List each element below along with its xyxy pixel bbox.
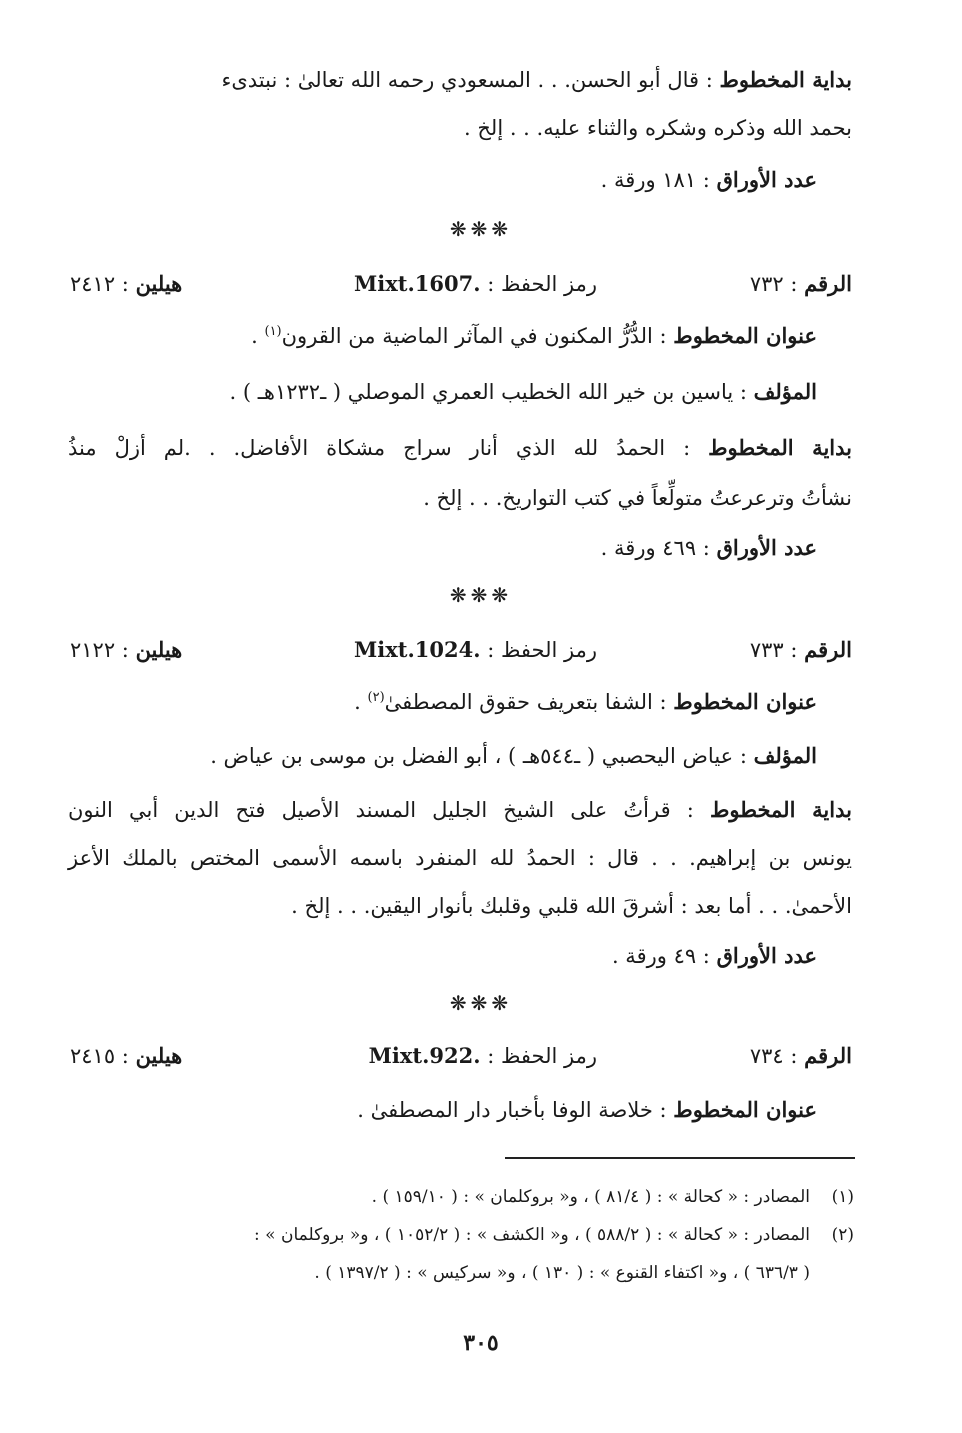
footnote-continuation	[68, 1256, 854, 1290]
separator: ❋❋❋	[449, 583, 513, 607]
entry-begin-line-1: بداية المخطوط : الحمدُ لله الذي أنار سراج مشكاة الأفاضل. . .لم أزلْ منذُ	[68, 435, 852, 460]
entry-header	[70, 1036, 852, 1076]
entry-title: عنوان المخطوط : الشفا بتعريف حقوق المصطفىٰ$^{(٢)}$ .	[354, 689, 817, 714]
footnote-text: المصادر : « كحالة » : ( ٥٨٨/٢ ) ، و« الكشف » : ( ١٠٥٢/٢ ) ، و« بروكلمان » :	[254, 1225, 810, 1245]
entry-begin-line-2: يونس بن إبراهيم. . . قال : الحمدُ لله المنفرد باسمه الأسمى المختص بالملك الأعز	[68, 846, 852, 870]
entry-header	[70, 630, 852, 670]
leaves-value: ١٨١ ورقة .	[600, 168, 697, 192]
leaves-label: عدد الأوراق	[716, 167, 817, 192]
entry-code: رمز الحفظ : Mixt.922.	[368, 1043, 597, 1068]
entry-heilin: هيلين : ٢٤١٢	[70, 271, 183, 296]
begin-text: قال أبو الحسن. . . المسعودي رحمه الله تعالىٰ : نبتدىء	[221, 68, 700, 92]
top-leaves: عدد الأوراق : ١٨١ ورقة .	[600, 167, 817, 192]
entry-author: المؤلف : عياض اليحصبي ( ـ٥٤٤هـ ) ، أبو الفضل بن موسى بن عياض .	[210, 743, 817, 768]
entry-begin-line-2: نشأتُ وترعرعتُ متولِّعاً في كتب التواريخ. . . إلخ .	[423, 486, 852, 510]
entry-title: عنوان المخطوط : خلاصة الوفا بأخبار دار المصطفىٰ .	[357, 1097, 817, 1122]
footnote-divider	[505, 1157, 855, 1159]
entry-heilin: هيلين : ٢١٢٢	[70, 637, 183, 662]
page-number: ٣٠٥	[463, 1330, 499, 1356]
entry-leaves: عدد الأوراق : ٤٦٩ ورقة .	[600, 535, 817, 560]
footnote	[68, 1180, 854, 1214]
entry-heilin: هيلين : ٢٤١٥	[70, 1043, 183, 1068]
begin-label: بداية المخطوط	[719, 67, 852, 92]
footnote-text: ( ٦٣٦/٣ ) ، و« اكتفاء القنوع » : ( ١٣٠ ) ، و« سركيس » : ( ١٣٩٧/٢ ) .	[314, 1263, 810, 1283]
footnote-text: المصادر : « كحالة » : ( ٨١/٤ ) ، و« بروكلمان » : ( ١٥٩/١٠ ) .	[371, 1187, 810, 1207]
entry-begin-line-3: الأحمىٰ. . . أما بعد : أشرقَ الله قلبي وقلبك بأنوار اليقين. . . إلخ .	[291, 894, 852, 918]
separator: ❋❋❋	[449, 991, 513, 1015]
entry-author: المؤلف : ياسين بن خير الله الخطيب العمري الموصلي ( ـ١٢٣٢هـ ) .	[229, 379, 817, 404]
footnote-ref: (١)	[264, 324, 282, 339]
separator: ❋❋❋	[449, 217, 513, 241]
footnote	[68, 1218, 854, 1252]
footnote-number: (٢)	[831, 1225, 854, 1245]
entry-number: الرقم : ٧٣٣	[749, 637, 852, 662]
entry-number: الرقم : ٧٣٢	[749, 271, 852, 296]
entry-leaves: عدد الأوراق : ٤٩ ورقة .	[611, 943, 817, 968]
footnote-ref: (٢)	[367, 690, 385, 705]
top-begin-line-1: بداية المخطوط : قال أبو الحسن. . . المسعودي رحمه الله تعالىٰ : نبتدىء	[221, 67, 852, 92]
entry-title: عنوان المخطوط : الدُّرُّ المكنون في المآثر الماضية من القرون$^{(١)}$ .	[251, 323, 817, 348]
entry-code: رمز الحفظ : Mixt.1024.	[354, 637, 597, 662]
footnote-number: (١)	[831, 1187, 854, 1207]
entry-number: الرقم : ٧٣٤	[749, 1043, 852, 1068]
entry-code: رمز الحفظ : Mixt.1607.	[354, 271, 597, 296]
entry-begin-line-1: بداية المخطوط : قرأتُ على الشيخ الجليل المسند الأصيل فتح الدين أبي النون	[68, 797, 852, 822]
top-begin-line-2: بحمد الله وذكره وشكره والثناء عليه. . . إلخ .	[464, 116, 852, 140]
entry-header	[70, 264, 852, 304]
